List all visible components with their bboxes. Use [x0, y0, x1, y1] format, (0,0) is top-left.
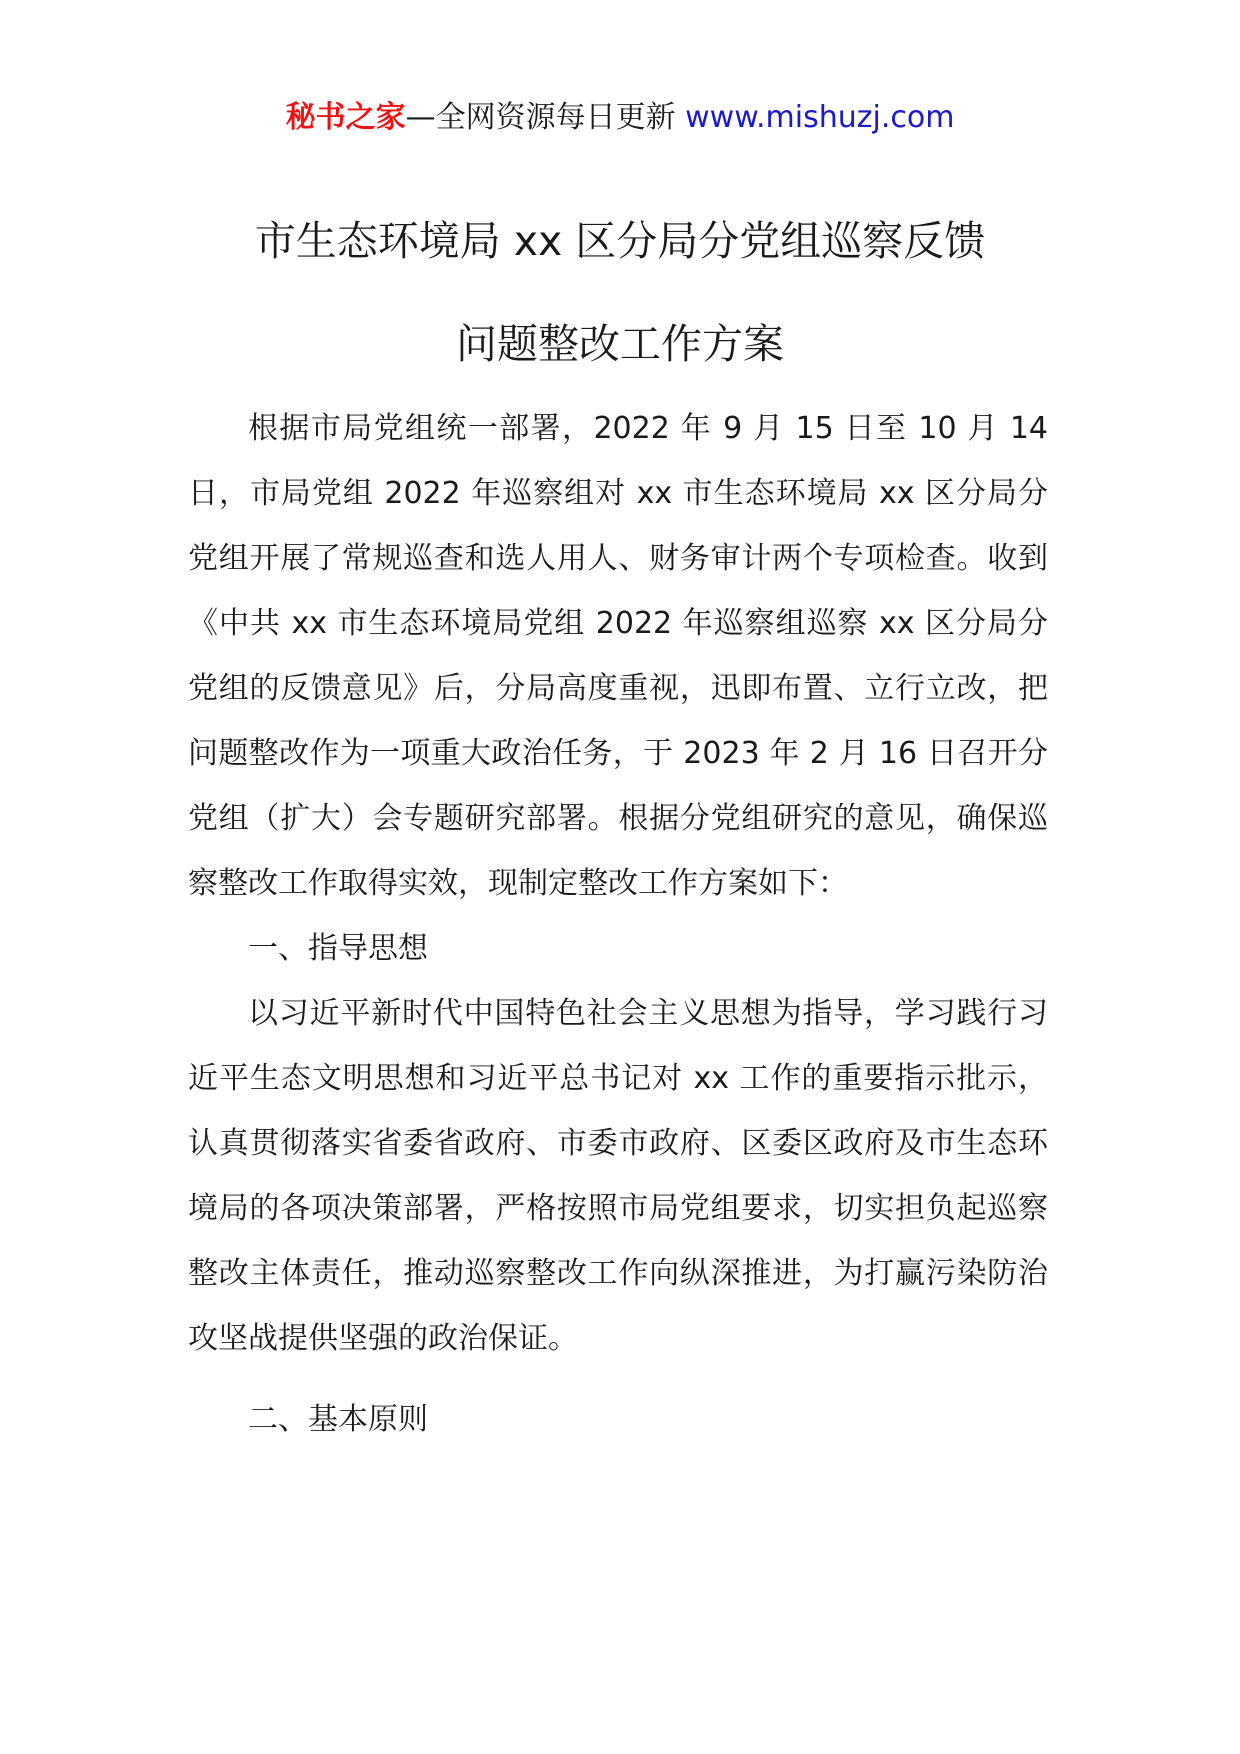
document-body: [188, 396, 1048, 1452]
page-header: [0, 98, 1240, 138]
title-line-2: 问题整改工作方案: [456, 320, 784, 368]
header-site-link[interactable]: www.mishuzj.com: [685, 100, 955, 135]
header-brand: 秘书之家: [285, 100, 406, 135]
section-heading-basic-principles: 二、基本原则: [248, 1402, 428, 1437]
title-line-1: 市生态环境局 xx 区分局分党组巡察反馈: [254, 217, 986, 265]
header-tagline: —全网资源每日更新: [405, 100, 686, 135]
body-paragraph-guiding-ideology: 以习近平新时代中国特色社会主义思想为指导，学习践行习近平生态文明思想和习近平总书记对 xx 工作的重要指示批示，认真贯彻落实省委省政府、市委市政府、区委区政府及市生态环境局的各项决策部署，严格按照市局党组要求，切实担负起巡察整改主体责任，推动巡察整改工作向纵深推进，为打赢污染防治攻坚战提供坚强的政治保证。: [188, 996, 1048, 1356]
document-title: [0, 190, 1240, 396]
body-paragraph-intro: 根据市局党组统一部署，2022 年 9 月 15 日至 10 月 14 日，市局党组 2022 年巡察组对 xx 市生态环境局 xx 区分局分党组开展了常规巡查和选人用人、财务审计两个专项检查。收到《中共 xx 市生态环境局党组 2022 年巡察组巡察 xx 区分局分党组的反馈意见》后，分局高度重视，迅即布置、立行立改，把问题整改作为一项重大政治任务，于 2023 年 2 月 16 日召开分党组（扩大）会专题研究部署。根据分党组研究的意见，确保巡察整改工作取得实效，现制定整改工作方案如下：: [188, 411, 1048, 901]
section-heading-guiding-ideology: 一、指导思想: [248, 931, 428, 966]
